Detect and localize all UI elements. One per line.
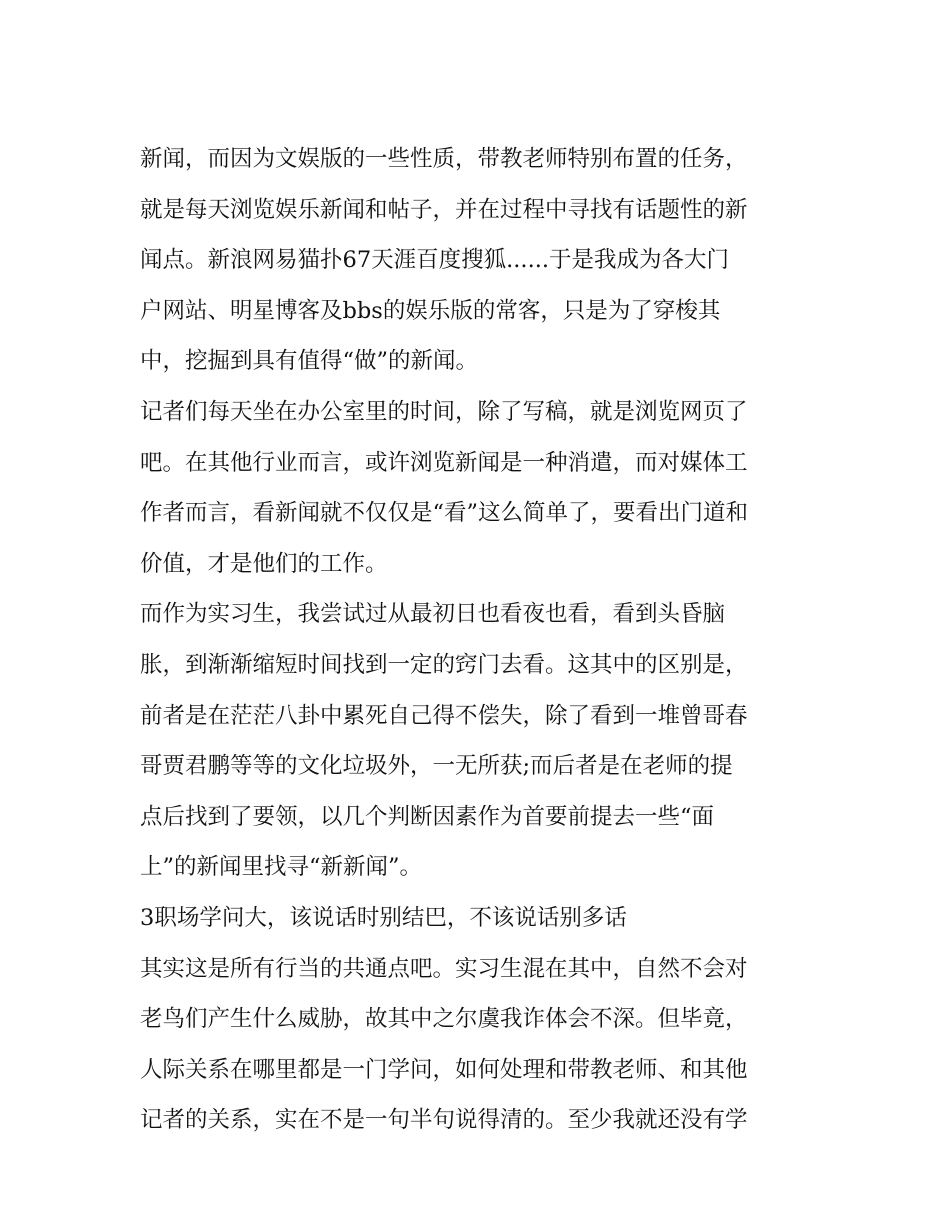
text-line: 胀，到渐渐缩短时间找到一定的窍门去看。这其中的区别是， xyxy=(140,651,748,678)
text-line: 吧。在其他行业而言，或许浏览新闻是一种消遣，而对媒体工 xyxy=(140,449,748,476)
body-text xyxy=(140,137,820,1149)
text-line: 记者们每天坐在办公室里的时间，除了写稿，就是浏览网页了 xyxy=(140,398,748,425)
text-line: 闻点。新浪网易猫扑67天涯百度搜狐......于是我成为各大门 xyxy=(140,247,730,274)
text-line: 就是每天浏览娱乐新闻和帖子，并在过程中寻找有话题性的新 xyxy=(140,196,748,223)
text-line: 点后找到了要领，以几个判断因素作为首要前提去一些“面 xyxy=(140,803,715,830)
text-line: 户网站、明星博客及bbs的娱乐版的常客，只是为了穿梭其 xyxy=(140,297,721,324)
text-line: 记者的关系，实在不是一句半句说得清的。至少我就还没有学 xyxy=(140,1107,748,1134)
text-line: 上”的新闻里找寻“新新闻”。 xyxy=(140,854,423,881)
text-line: 哥贾君鹏等等的文化垃圾外，一无所获;而后者是在老师的提 xyxy=(140,753,733,780)
text-line: 前者是在茫茫八卦中累死自己得不偿失，除了看到一堆曾哥春 xyxy=(140,702,748,729)
text-line: 人际关系在哪里都是一门学问，如何处理和带教老师、和其他 xyxy=(140,1056,748,1083)
text-line: 价值，才是他们的工作。 xyxy=(140,550,388,577)
text-line: 中，挖掘到具有值得“做”的新闻。 xyxy=(140,348,479,375)
section-heading: 3职场学问大，该说话时别结巴，不该说话别多话 xyxy=(140,904,627,931)
text-line: 作者而言，看新闻就不仅仅是“看”这么简单了，要看出门道和 xyxy=(140,500,749,527)
text-line: 其实这是所有行当的共通点吧。实习生混在其中，自然不会对 xyxy=(140,955,748,982)
text-line: 新闻，而因为文娱版的一些性质，带教老师特别布置的任务， xyxy=(140,146,748,172)
text-line: 而作为实习生，我尝试过从最初日也看夜也看，看到头昏脑 xyxy=(140,601,726,628)
text-line: 老鸟们产生什么威胁，故其中之尔虞我诈体会不深。但毕竟， xyxy=(140,1006,748,1033)
